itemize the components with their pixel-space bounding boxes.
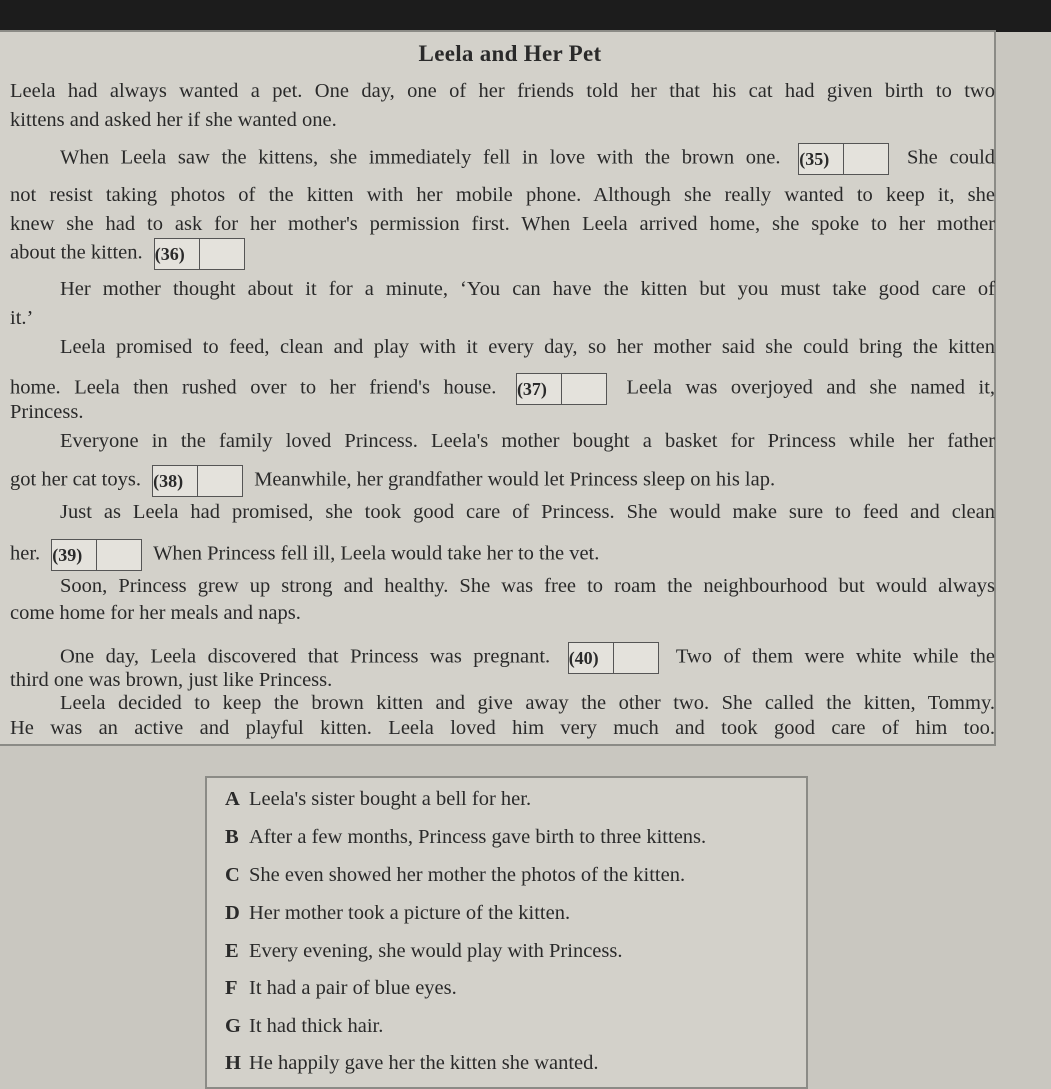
options-box xyxy=(205,776,808,1089)
option-text: She even showed her mother the photos of the kitten. xyxy=(249,864,686,886)
option-text: After a few months, Princess gave birth to three kittens. xyxy=(249,826,707,848)
story-line xyxy=(10,539,995,571)
option-letter: B xyxy=(225,826,239,848)
answer-box[interactable] xyxy=(198,466,242,496)
top-bezel xyxy=(0,0,1051,32)
option-a[interactable] xyxy=(225,788,531,811)
option-f[interactable] xyxy=(225,977,457,1000)
option-letter: G xyxy=(225,1015,241,1037)
option-g[interactable] xyxy=(225,1015,383,1038)
option-letter: F xyxy=(225,977,238,999)
question-number: (40) xyxy=(569,643,614,673)
story-line: come home for her meals and naps. xyxy=(10,602,301,624)
question-number: (38) xyxy=(153,466,198,496)
line-text: Leela was overjoyed and she named it, xyxy=(626,376,996,399)
story-line: Everyone in the family loved Princess. Leela's mother bought a basket for Princess while her father xyxy=(60,430,995,452)
story-line: not resist taking photos of the kitten with her mobile phone. Although she really wanted to keep it, she xyxy=(10,184,995,206)
option-e[interactable] xyxy=(225,940,622,963)
story-line: He was an active and playful kitten. Leela loved him very much and took good care of him too. xyxy=(10,717,995,739)
option-text: It had a pair of blue eyes. xyxy=(249,977,457,999)
story-line: knew she had to ask for her mother's permission first. When Leela arrived home, she spoke to her mother xyxy=(10,213,995,235)
story-line: kittens and asked her if she wanted one. xyxy=(10,109,337,131)
story-line: Leela decided to keep the brown kitten and give away the other two. She called the kitten, Tommy. xyxy=(60,692,995,714)
line-text: her. xyxy=(10,542,41,565)
line-text: Two of them were white while the xyxy=(675,645,996,668)
question-number: (36) xyxy=(155,239,200,269)
question-number: (37) xyxy=(517,374,562,404)
answer-blank-35[interactable] xyxy=(798,143,889,175)
option-h[interactable] xyxy=(225,1052,599,1075)
option-c[interactable] xyxy=(225,864,685,887)
answer-box[interactable] xyxy=(844,144,888,174)
line-text: One day, Leela discovered that Princess was pregnant. xyxy=(60,645,551,668)
story-line: Leela promised to feed, clean and play with it every day, so her mother said she could bring the kitten xyxy=(60,336,995,358)
story-line: Leela had always wanted a pet. One day, one of her friends told her that his cat had given birth to two xyxy=(10,80,995,102)
option-text: Leela's sister bought a bell for her. xyxy=(249,788,532,810)
answer-blank-39[interactable] xyxy=(51,539,142,571)
story-line: Princess. xyxy=(10,401,84,423)
option-text: It had thick hair. xyxy=(249,1015,384,1037)
option-text: Her mother took a picture of the kitten. xyxy=(249,902,571,924)
story-line xyxy=(60,143,995,175)
option-letter: D xyxy=(225,902,240,924)
option-text: He happily gave her the kitten she wanted. xyxy=(249,1052,599,1074)
option-d[interactable] xyxy=(225,902,570,925)
line-text: When Princess fell ill, Leela would take her to the vet. xyxy=(153,542,600,565)
line-text: got her cat toys. xyxy=(10,468,141,491)
option-b[interactable] xyxy=(225,826,706,849)
story-line xyxy=(10,238,995,270)
answer-blank-38[interactable] xyxy=(152,465,243,497)
story-line xyxy=(10,465,995,497)
line-text: She could xyxy=(907,146,996,169)
line-text: about the kitten. xyxy=(10,241,143,264)
story-line: it.’ xyxy=(10,307,34,329)
story-title: Leela and Her Pet xyxy=(418,41,602,66)
story-line: Just as Leela had promised, she took good care of Princess. She would make sure to feed and clean xyxy=(60,501,995,523)
option-letter: H xyxy=(225,1052,241,1074)
option-letter: C xyxy=(225,864,240,886)
answer-box[interactable] xyxy=(200,239,244,269)
option-letter: E xyxy=(225,940,239,962)
story-line: Soon, Princess grew up strong and healthy. She was free to roam the neighbourhood but would always xyxy=(60,575,995,597)
line-text: home. Leela then rushed over to her friend's house. xyxy=(10,376,497,399)
question-number: (35) xyxy=(799,144,844,174)
story-line: Her mother thought about it for a minute, ‘You can have the kitten but you must take good care of xyxy=(60,278,995,300)
line-text: Meanwhile, her grandfather would let Princess sleep on his lap. xyxy=(254,468,776,491)
option-letter: A xyxy=(225,788,240,810)
line-text: When Leela saw the kittens, she immediately fell in love with the brown one. xyxy=(60,146,781,169)
answer-box[interactable] xyxy=(97,540,141,570)
option-text: Every evening, she would play with Princess. xyxy=(249,940,623,962)
question-number: (39) xyxy=(52,540,97,570)
story-line: third one was brown, just like Princess. xyxy=(10,669,333,691)
answer-blank-36[interactable] xyxy=(154,238,245,270)
